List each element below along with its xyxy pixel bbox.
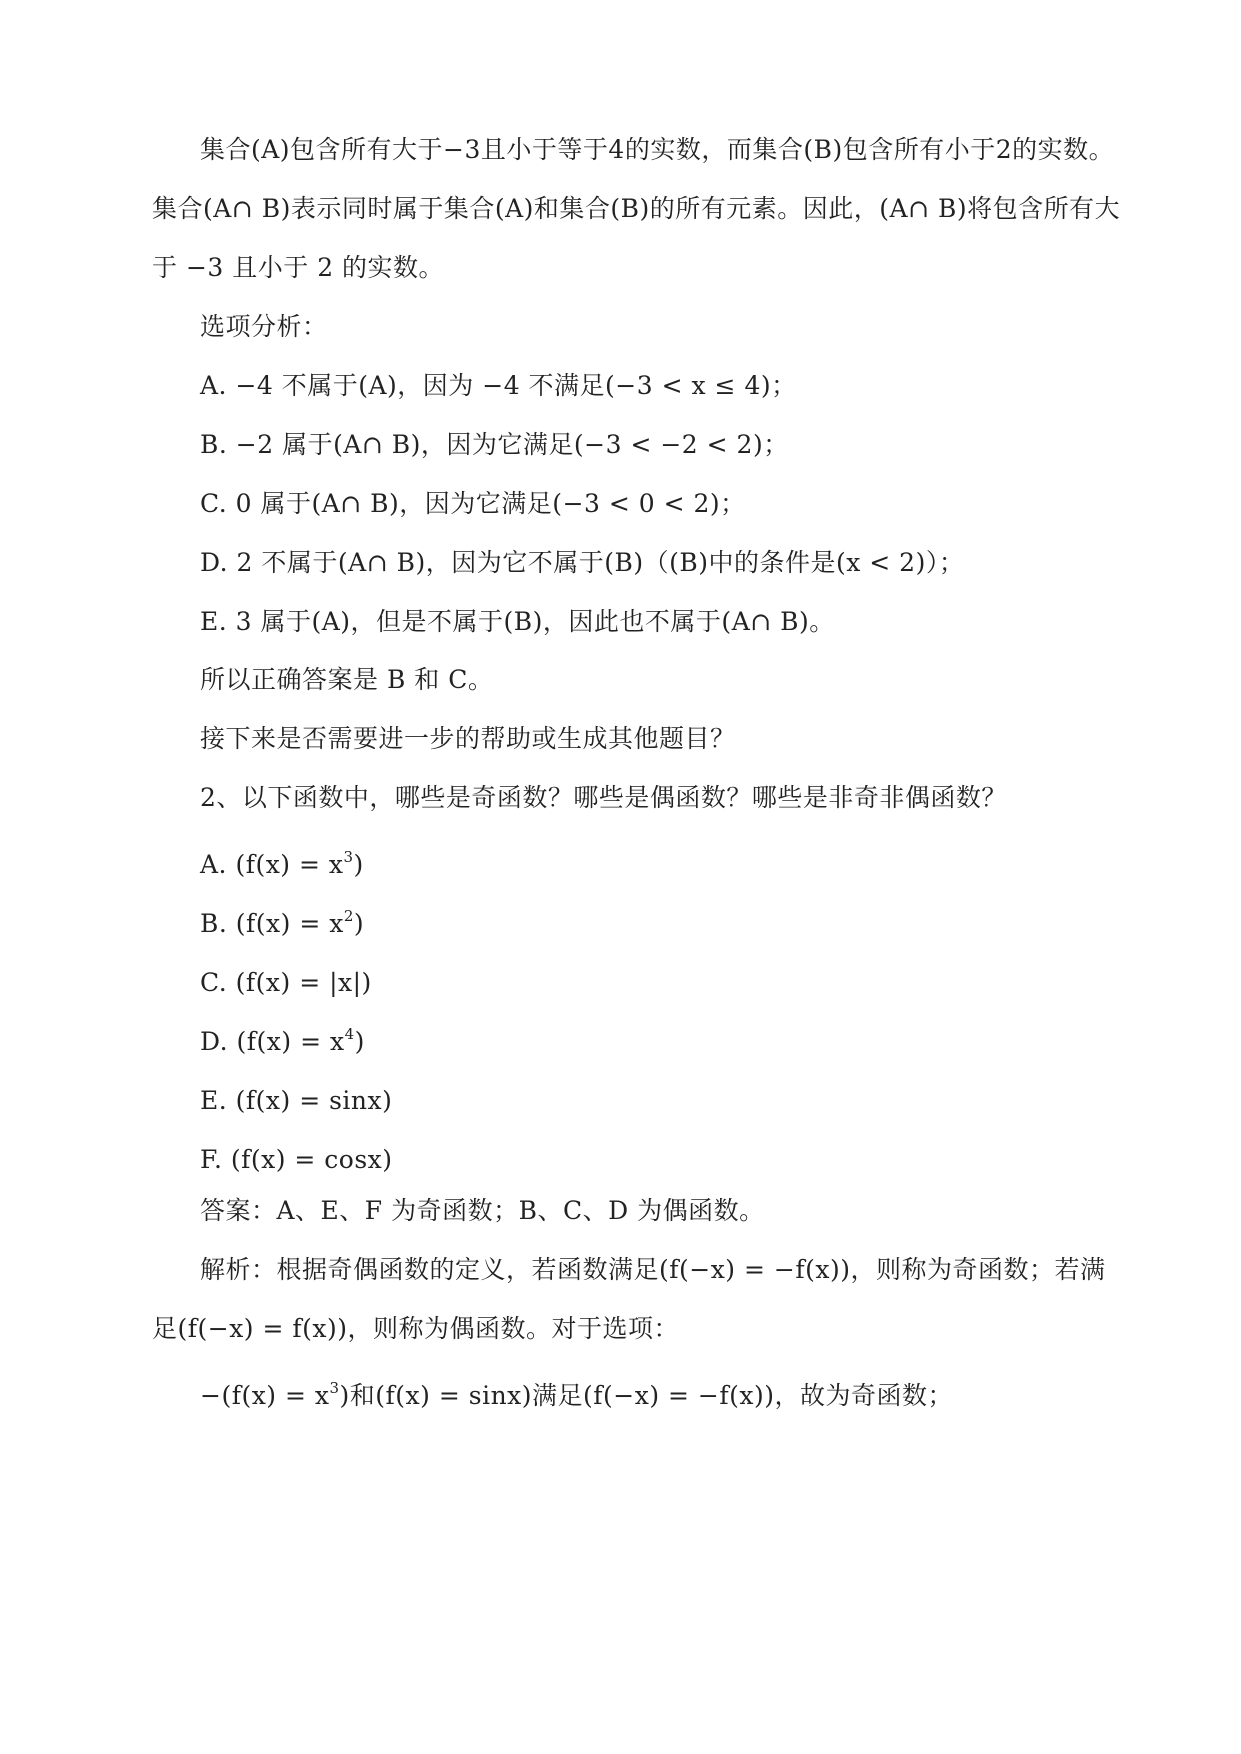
explanation-line: 足(f(−x) = f(x))，则称为偶函数。对于选项： xyxy=(152,1314,680,1343)
answer-line: 答案：A、E、F 为奇函数；B、C、D 为偶函数。 xyxy=(200,1196,765,1225)
section-heading: 选项分析： xyxy=(200,312,328,341)
choice-item: D. $(f(x) = x^4)$ xyxy=(200,1025,365,1056)
analysis-item: A. −4 不属于(A)，因为 −4 不满足(−3 < x ≤ 4)； xyxy=(200,371,797,400)
analysis-item: D. 2 不属于(A∩ B)，因为它不属于(B)（(B)中的条件是(x < 2)）； xyxy=(200,548,965,577)
analysis-item: B. −2 属于(A∩ B)，因为它满足(−3 < −2 < 2)； xyxy=(200,430,789,459)
question-line: 2、以下函数中，哪些是奇函数？哪些是偶函数？哪些是非奇非偶函数？ xyxy=(200,783,1007,812)
explanation-line: 解析：根据奇偶函数的定义，若函数满足(f(−x) = −f(x))，则称为奇函数；若满 xyxy=(200,1255,1106,1284)
choice-item: C. (f(x) = |x|) xyxy=(200,968,372,997)
choice-item: B. $(f(x) = x^2)$ xyxy=(200,907,365,938)
explanation-line: $-(f(x) = x^3)$和(f(x) = sinx)满足(f(−x) = −f(x))，故为奇函数； xyxy=(200,1379,953,1410)
choice-item: F. (f(x) = cosx) xyxy=(200,1145,393,1174)
paragraph-line: 集合(A)包含所有大于−3且小于等于4的实数，而集合(B)包含所有小于2的实数。 xyxy=(200,135,1115,164)
paragraph-line: 于 −3 且小于 2 的实数。 xyxy=(152,253,445,282)
choice-item: A. $(f(x) = x^3)$ xyxy=(200,848,364,879)
paragraph-line: 集合(A∩ B)表示同时属于集合(A)和集合(B)的所有元素。因此，(A∩ B)将包含所有大 xyxy=(152,194,1121,223)
analysis-item: E. 3 属于(A)，但是不属于(B)，因此也不属于(A∩ B)。 xyxy=(200,607,835,636)
followup-line: 接下来是否需要进一步的帮助或生成其他题目？ xyxy=(200,724,736,753)
analysis-item: C. 0 属于(A∩ B)，因为它满足(−3 < 0 < 2)； xyxy=(200,489,746,518)
answer-line: 所以正确答案是 B 和 C。 xyxy=(200,665,494,694)
choice-item: E. (f(x) = sinx) xyxy=(200,1086,393,1115)
